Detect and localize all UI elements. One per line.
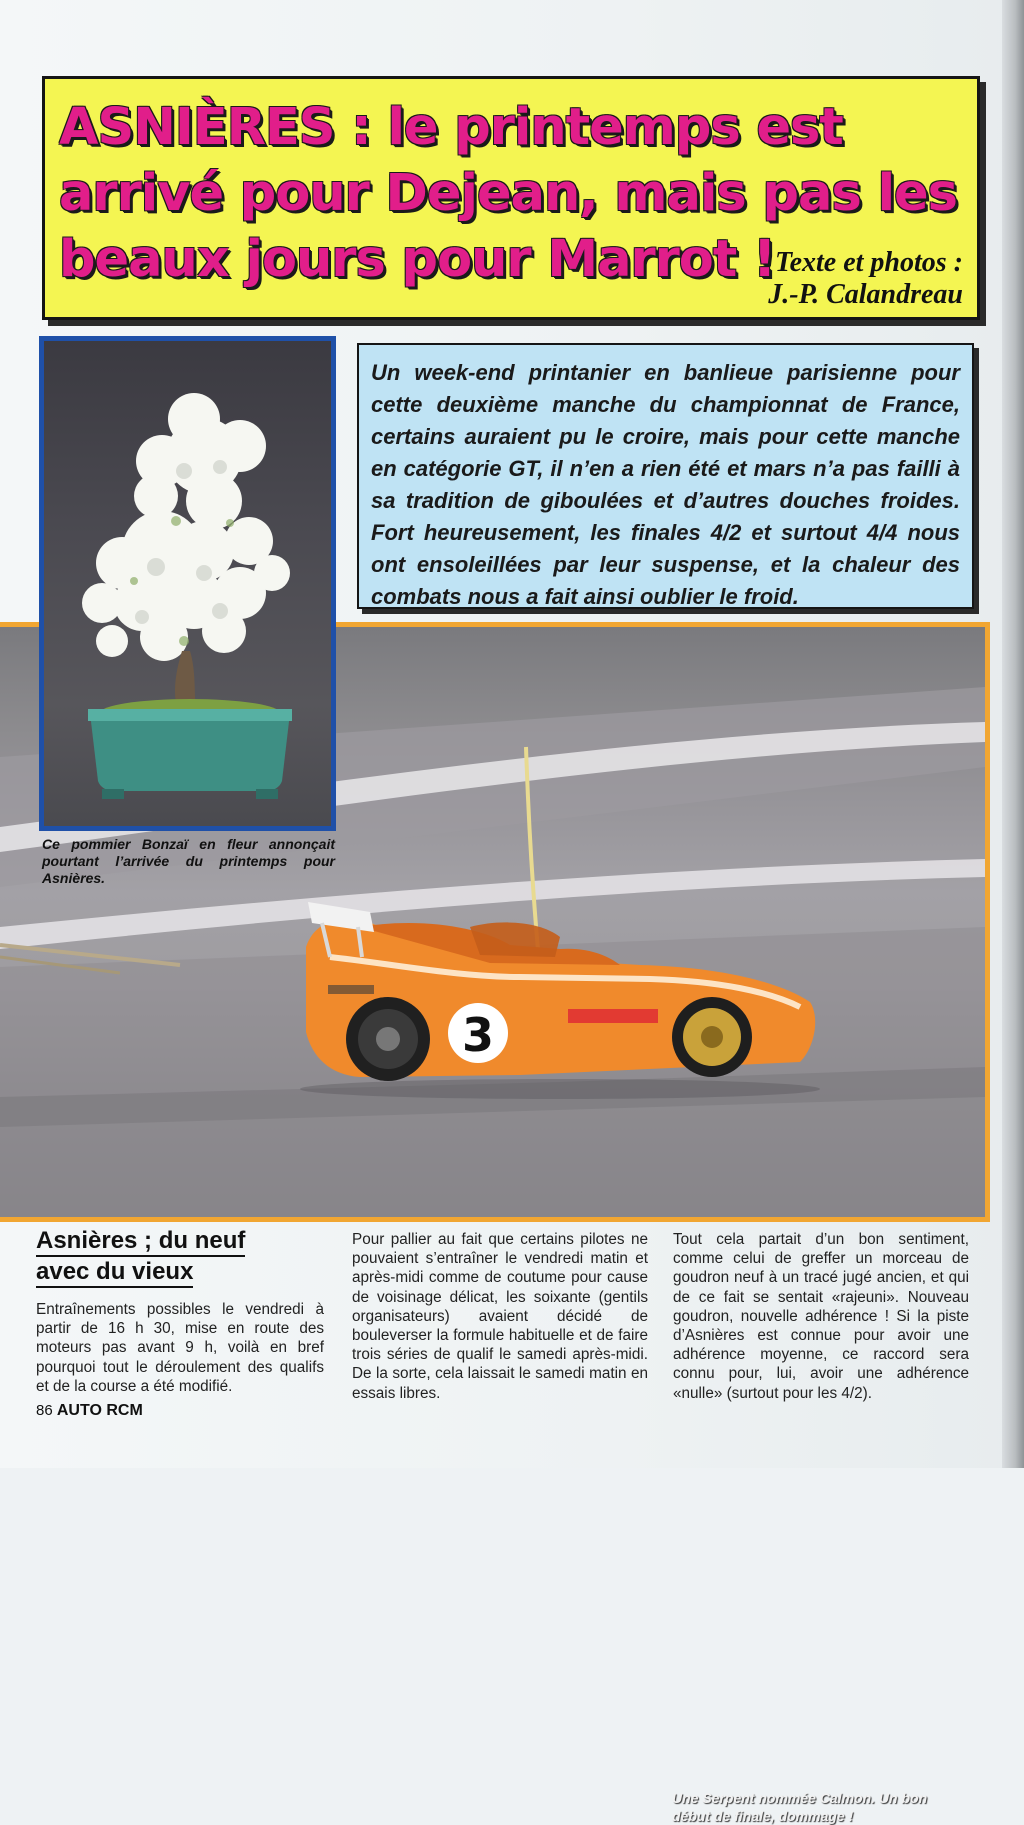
page-footer [36, 1402, 143, 1420]
car-number: 3 [461, 1008, 495, 1062]
article-column-3: Tout cela partait d’un bon sentiment, comme celui de greffer un morceau de goudron neuf à un tracé jugé ancien, et qui de ce fait se sentait «rajeuni». Nouveau goudron, nouvelle adhérence ! Si la piste d’Asnières est connue pour avoir une adhérence moyenne, ce raccord sera connu pour, lui, avoir une adhérence «nulle» (surtout pour les 4/2). [673, 1231, 969, 1402]
bonsai-photo-caption: Ce pommier Bonzaï en fleur annonçait pourtant l’arrivée du printemps pour Asnières. [42, 836, 335, 886]
intro-box [357, 343, 974, 609]
title-box [42, 76, 980, 320]
headline: ASNIÈRES : le printemps est arrivé pour Dejean, mais pas les beaux jours pour Marrot ! [59, 98, 958, 289]
car-photo-caption: Une Serpent nommée Calmon. Un bon début de finale, dommage ! [672, 1790, 928, 1824]
page-edge [1002, 0, 1024, 1468]
credit-line-2: J.-P. Calandreau [768, 279, 963, 310]
intro-paragraph: Un week-end printanier en banlieue parisienne pour cette deuxième manche du championnat de France, certains auraient pu le croire, mais pour cette manche en catégorie GT, il n’en a rien été et mars n’a pas failli à sa tradition de giboulées et d’autres douches froides. Fort heureusement, les finales 4/2 et surtout 4/4 nous ont ensoleillées par leur suspense, et la chaleur des combats nous a fait ainsi oublier le froid. [371, 360, 960, 609]
article-column-1: Entraînements possibles le vendredi à partir de 16 h 30, mise en route des moteurs pas avant 9 h, voilà en bref pourquoi tout le déroulement des qualifs et de la course a été modifié. [36, 1301, 324, 1395]
section-heading-line-1: Asnières ; du neuf [36, 1226, 245, 1257]
magazine-name: AUTO RCM [56, 1402, 143, 1419]
page-number: 86 [36, 1402, 53, 1419]
bonsai-image [44, 341, 331, 826]
section-heading [36, 1226, 245, 1288]
bonsai-illustration [44, 341, 331, 826]
credit-line-1: Texte et photos : [775, 247, 963, 278]
bonsai-photo [39, 336, 336, 831]
photo-credit [768, 247, 963, 311]
section-heading-line-2: avec du vieux [36, 1257, 193, 1288]
article-column-2: Pour pallier au fait que certains pilotes ne pouvaient s’entraîner le vendredi matin et après-midi comme de coutume pour cause de voisinage délicat, les soixante (gentils organisateurs) avaient décidé de bouleverser la formule habituelle et de faire trois séries de qualif le samedi après-midi. De la sorte, cela laissait le samedi matin en essais libres. [352, 1231, 648, 1402]
